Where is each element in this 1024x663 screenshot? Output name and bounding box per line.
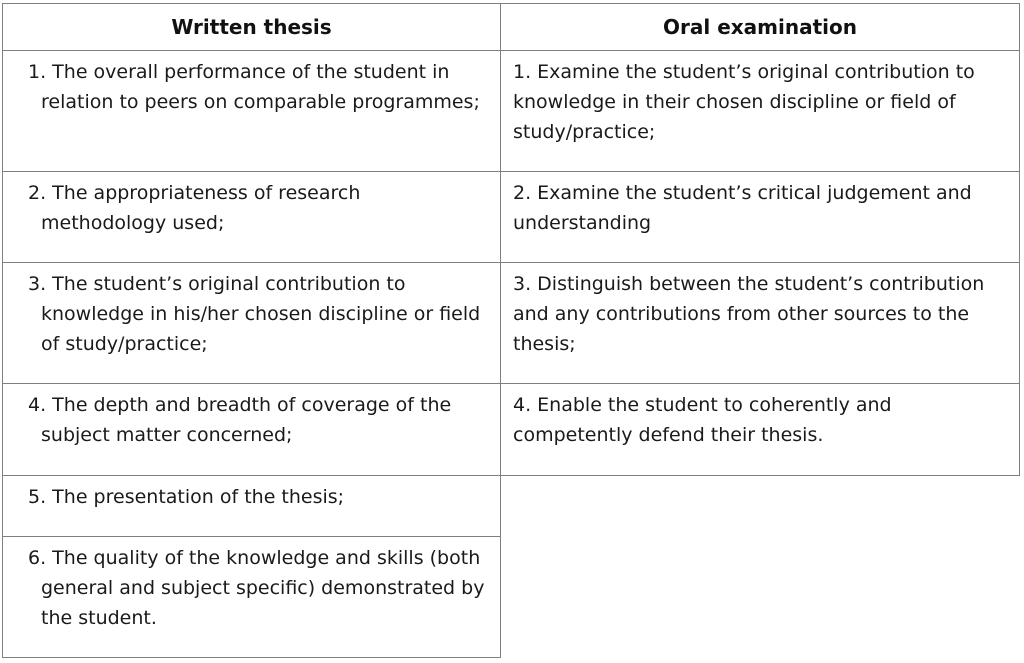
oral-item-4-text: 4. Enable the student to coherently and competently defend their thesis. — [513, 394, 892, 446]
written-item-6-text: 6. The quality of the knowledge and skills (both general and subject specific) demonstrated by the student. — [28, 547, 485, 629]
written-item-5-text: 5. The presentation of the thesis; — [28, 486, 345, 508]
written-item-4 — [2, 383, 501, 476]
oral-item-3 — [500, 262, 1020, 384]
oral-item-2 — [500, 171, 1020, 263]
header-oral-examination: Oral examination — [500, 3, 1020, 51]
written-item-1 — [2, 50, 501, 172]
header-written-thesis: Written thesis — [2, 3, 501, 51]
oral-item-2-text: 2. Examine the student’s critical judgement and understanding — [513, 182, 972, 234]
written-item-6 — [2, 536, 501, 658]
oral-item-1 — [500, 50, 1020, 172]
oral-item-4 — [500, 383, 1020, 476]
written-item-2 — [2, 171, 501, 263]
written-item-5 — [2, 475, 501, 537]
written-item-4-text: 4. The depth and breadth of coverage of the subject matter concerned; — [28, 394, 452, 446]
criteria-table — [2, 3, 1020, 658]
oral-item-1-text: 1. Examine the student’s original contribution to knowledge in their chosen discipline or field of study/practice; — [513, 61, 975, 143]
written-item-3-text: 3. The student’s original contribution to knowledge in his/her chosen discipline or field of study/practice; — [28, 273, 481, 355]
written-item-3 — [2, 262, 501, 384]
written-item-1-text: 1. The overall performance of the student in relation to peers on comparable programmes; — [28, 61, 480, 113]
oral-item-3-text: 3. Distinguish between the student’s contribution and any contributions from other sources to the thesis; — [513, 273, 985, 355]
written-item-2-text: 2. The appropriateness of research methodology used; — [28, 182, 361, 234]
